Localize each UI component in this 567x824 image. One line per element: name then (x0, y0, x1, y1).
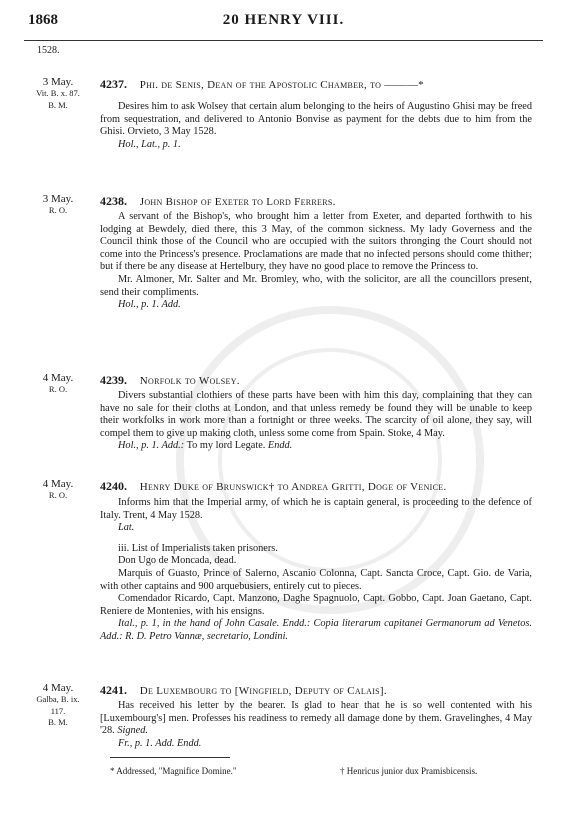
entry-number: 4237. (100, 77, 127, 91)
list-item: Comendador Ricardo, Capt. Manzono, Daghe Spagnuolo, Capt. Gobbo, Capt. Joan Gaetano, Capt. Reniere de Montenies, with his ensigns. (100, 593, 532, 617)
entry-title: De Luxembourg to [Wingfield, Deputy of Calais]. (139, 685, 387, 697)
entry-source: R. O. (48, 384, 68, 395)
entry-margin (18, 373, 98, 396)
entry-margin (18, 194, 98, 217)
entry-title: Phi. de Senis, Dean of the Apostolic Chamber, to ———* (139, 79, 424, 91)
footnote: * Addressed, "Magnifice Domine." (110, 766, 237, 776)
entry-date: 3 May. (42, 76, 74, 88)
entry-text: Divers substantial clothiers of these parts have been with him this day, complaining that they can have no sale for their cloths at London, and that unless remedy be found they will be unable to keep their workfolks in work more than a fortnight or three weeks. The scarcity of oil alone, they say, will compel them to give up making cloth, unless some come from Spain. Stoke, 4 May. (100, 390, 532, 439)
entry-note: Hol., p. 1. Add.: To my lord Legate. Endd. (118, 440, 293, 452)
entry-date: 4 May. (42, 682, 74, 694)
entry-heading (100, 479, 532, 494)
entry-text: Mr. Almoner, Mr. Salter and Mr. Bromley, who, with the solicitor, are all the councillors present, send their compliments. (100, 273, 532, 298)
header-rule (24, 40, 543, 41)
entry-date: 4 May. (42, 478, 74, 490)
entry-heading (100, 77, 532, 92)
entry-number: 4239. (100, 373, 127, 387)
running-header (20, 12, 547, 34)
running-title: 20 HENRY VIII. (222, 12, 345, 28)
entry-note: Fr., p. 1. Add. Endd. (118, 737, 202, 749)
entry-number: 4241. (100, 683, 127, 697)
list-item: Marquis of Guasto, Prince of Salerno, Ascanio Colonna, Capt. Sancta Croce, Capt. Gio. de Varia, with other captains and 900 arquebusiers, entirely cut to pieces. (100, 567, 532, 592)
entry-title: Norfolk to Wolsey. (139, 375, 240, 387)
entry-source: B. M. (48, 717, 68, 728)
entry-date: 4 May. (42, 372, 74, 384)
entry-title: Henry Duke of Brunswick† to Andrea Gritti, Doge of Venice. (139, 481, 447, 493)
entry-text: Desires him to ask Wolsey that certain alum belonging to the heirs of Augustino Ghisi may be freed from sequestration, and delivered to Antonio Bonvise as payment for the debts due to him from the Ghisi. Orvieto, 3 May 1528. (100, 101, 532, 138)
entry-heading (100, 373, 532, 388)
entry-text: Has received his letter by the bearer. Is glad to hear that he is so well contented with his [Luxembourg's] men. Professes his readiness to remedy all damage done by them. Gravelinghes, 4 May '28. Signed. (100, 700, 532, 737)
entry-body (100, 683, 532, 750)
entry-margin (18, 683, 98, 729)
entry-source: R. O. (48, 205, 68, 216)
entry-text: Informs him that the Imperial army, of which he is captain general, is proceeding to the defence of Italy. Trent, 4 May 1528. (100, 497, 532, 521)
entry-number: 4240. (100, 479, 127, 493)
entry-note: Hol., Lat., p. 1. (118, 138, 181, 150)
entry-body (100, 479, 532, 644)
entry-body (100, 77, 532, 151)
year-label: 1528. (37, 45, 60, 56)
entry-title: John Bishop of Exeter to Lord Ferrers. (139, 196, 336, 208)
entry-note: Lat. (118, 522, 135, 534)
entry-note: Ital., p. 1, in the hand of John Casale. Endd.: Copia literarum capitanei Germanorum ad Venetos. Add.: R. D. Petro Vannæ, secretario, Londini. (100, 618, 532, 642)
footnote: † Henricus junior dux Pramisbicensis. (340, 766, 478, 776)
entry-source: Vit. B. x. 87. (36, 88, 80, 99)
entry-heading (100, 683, 532, 698)
page-number: 1868 (28, 12, 58, 28)
footnote-rule (110, 757, 230, 758)
entry-date: 3 May. (42, 193, 74, 205)
entry-margin (18, 77, 98, 111)
entry-margin (18, 479, 98, 502)
entry-body (100, 194, 532, 312)
entry-source: 117. (50, 705, 66, 716)
entry-source: Galba, B. ix. (36, 694, 80, 705)
list-heading: iii. List of Imperialists taken prisoners. (118, 542, 278, 554)
entry-note: Hol., p. 1. Add. (118, 299, 181, 311)
entry-source: B. M. (48, 99, 68, 110)
list-item: Don Ugo de Moncada, dead. (118, 555, 237, 567)
entry-number: 4238. (100, 194, 127, 208)
entry-text: A servant of the Bishop's, who brought him a letter from Exeter, and departed forthwith to his lodging at Bewdely, died there, this 3 May, of the common sickness. My lady Governess and the Council think those of the Council who are occupied with the suitors thronging the Court should not come into the Princess's presence. Proclamations are made that no infected persons should come thither; but if there be any disease at Hertelbury, they have no good place to remove the Princess to. (100, 211, 532, 273)
entry-body (100, 373, 532, 453)
entry-source: R. O. (48, 490, 68, 501)
entry-heading (100, 194, 532, 209)
